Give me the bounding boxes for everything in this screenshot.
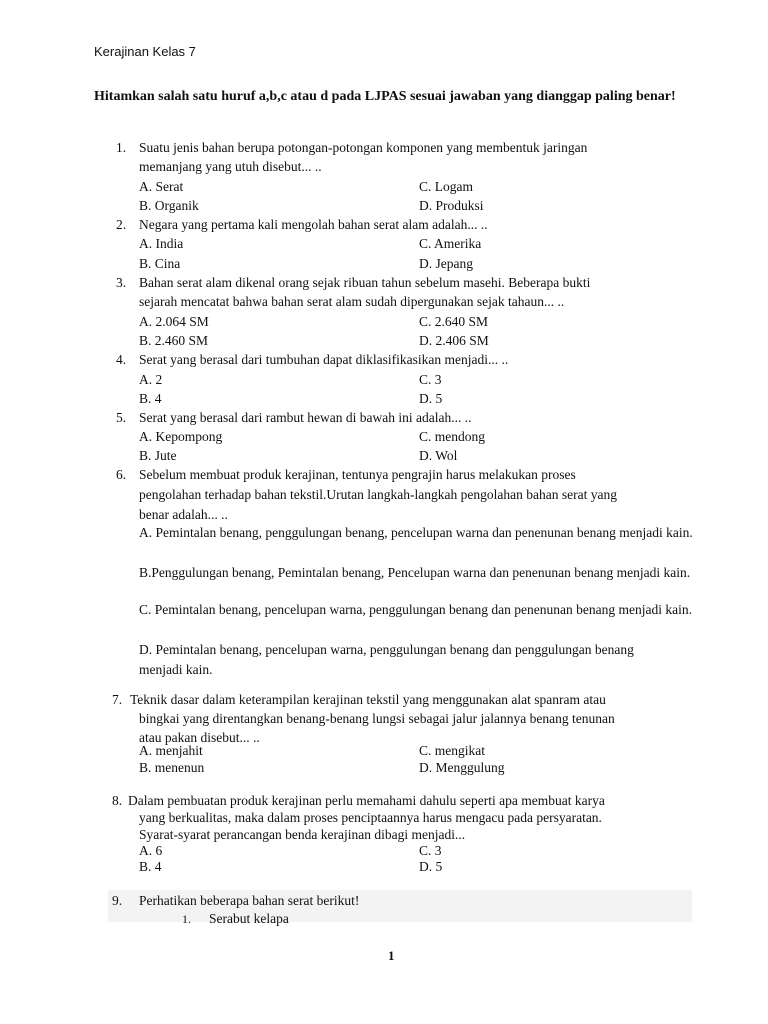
option-b: B. 2.460 SM [139,333,209,348]
question-line: Serat yang berasal dari tumbuhan dapat diklasifikasikan menjadi... .. [139,352,509,367]
option-d: D. Jepang [419,256,473,271]
question-text [139,273,699,311]
question-line: Suatu jenis bahan berupa potongan-potongan komponen yang membentuk jaringan [139,140,588,155]
instruction-text: Hitamkan salah satu huruf a,b,c atau d pada LJPAS sesuai jawaban yang dianggap paling benar! [94,89,676,104]
option-c: C. Amerika [419,236,482,251]
question-number: 7. [112,692,123,707]
option-d: D. Menggulung [419,760,505,775]
page-number: 1 [388,948,395,963]
option-d: D. Produksi [419,198,484,213]
option-a: A. 2 [139,372,163,387]
option-a: A. Pemintalan benang, penggulungan benang, pencelupan warna dan penenunan benang menjadi kain. [139,525,693,540]
question-line: atau pakan disebut... .. [139,730,260,745]
question-number: 6. [116,467,127,482]
question-number: 1. [116,140,127,155]
question-line: Syarat-syarat perancangan benda kerajinan dibagi menjadi... [139,827,466,842]
question-line: Perhatikan beberapa bahan serat berikut! [139,893,360,908]
question-number: 3. [116,275,127,290]
question-text [139,350,699,369]
option-d: D. 5 [419,859,443,874]
question-line: benar adalah... .. [139,507,228,522]
question-line: memanjang yang utuh disebut... .. [139,159,322,174]
option-d: D. 2.406 SM [419,333,489,348]
question-line: Negara yang pertama kali mengolah bahan serat alam adalah... .. [139,217,488,232]
option-d: D. 5 [419,391,443,406]
option-b: B.Penggulungan benang, Pemintalan benang, Pencelupan warna dan penenunan benang menjadi kain. [139,565,691,580]
question-number: 9. [112,893,123,908]
question-text [130,690,700,747]
question-text [139,138,699,176]
option-d: D. Wol [419,448,458,463]
sub-item-number: 1. [182,912,191,926]
option-b: B. menenun [139,760,205,775]
question-line: pengolahan terhadap bahan tekstil.Urutan langkah-langkah pengolahan bahan serat yang [139,487,617,502]
option-a: A. 2.064 SM [139,314,209,329]
question-line: Teknik dasar dalam keterampilan kerajinan tekstil yang menggunakan alat spanram atau [130,692,606,707]
option-a: A. menjahit [139,743,203,758]
question-number: 5. [116,410,127,425]
document-header: Kerajinan Kelas 7 [94,44,196,59]
question-text [139,408,699,427]
question-line: bingkai yang direntangkan benang-benang lungsi sebagai jalur jalannya benang tenunan [139,711,615,726]
question-text [139,215,699,234]
question-line: yang berkualitas, maka dalam proses penciptaannya harus mengacu pada persyaratan. [139,810,602,825]
option-c: C. 3 [419,843,442,858]
option-b: B. Organik [139,198,199,213]
option-b: B. Cina [139,256,181,271]
option-c: C. mengikat [419,743,485,758]
question-text [128,791,703,844]
option-a: A. Kepompong [139,429,223,444]
question-text [139,891,699,910]
sub-item-text: Serabut kelapa [209,911,289,926]
question-number: 8. [112,793,123,808]
question-line: Dalam pembuatan produk kerajinan perlu memahami dahulu seperti apa membuat karya [128,793,605,808]
option-c: C. Logam [419,179,473,194]
question-number: 2. [116,217,127,232]
option-c: C. 3 [419,372,442,387]
option-a: A. India [139,236,184,251]
option-d: D. Pemintalan benang, pencelupan warna, penggulungan benang dan penggulungan benang menjadi kain. [139,642,634,677]
question-line: sejarah mencatat bahwa bahan serat alam sudah dipergunakan sejak tahaun... .. [139,294,565,309]
question-line: Sebelum membuat produk kerajinan, tentunya pengrajin harus melakukan proses [139,467,576,482]
question-number: 4. [116,352,127,367]
option-a: A. 6 [139,843,163,858]
option-b: B. 4 [139,391,162,406]
option-b: B. Jute [139,448,177,463]
option-c: C. mendong [419,429,485,444]
option-a: A. Serat [139,179,184,194]
question-line: Serat yang berasal dari rambut hewan di bawah ini adalah... .. [139,410,472,425]
option-b: B. 4 [139,859,162,874]
question-text [139,465,699,524]
option-c: C. 2.640 SM [419,314,489,329]
option-c: C. Pemintalan benang, pencelupan warna, penggulungan benang dan penenunan benang menjadi kain. [139,602,692,617]
question-line: Bahan serat alam dikenal orang sejak ribuan tahun sebelum masehi. Beberapa bukti [139,275,591,290]
